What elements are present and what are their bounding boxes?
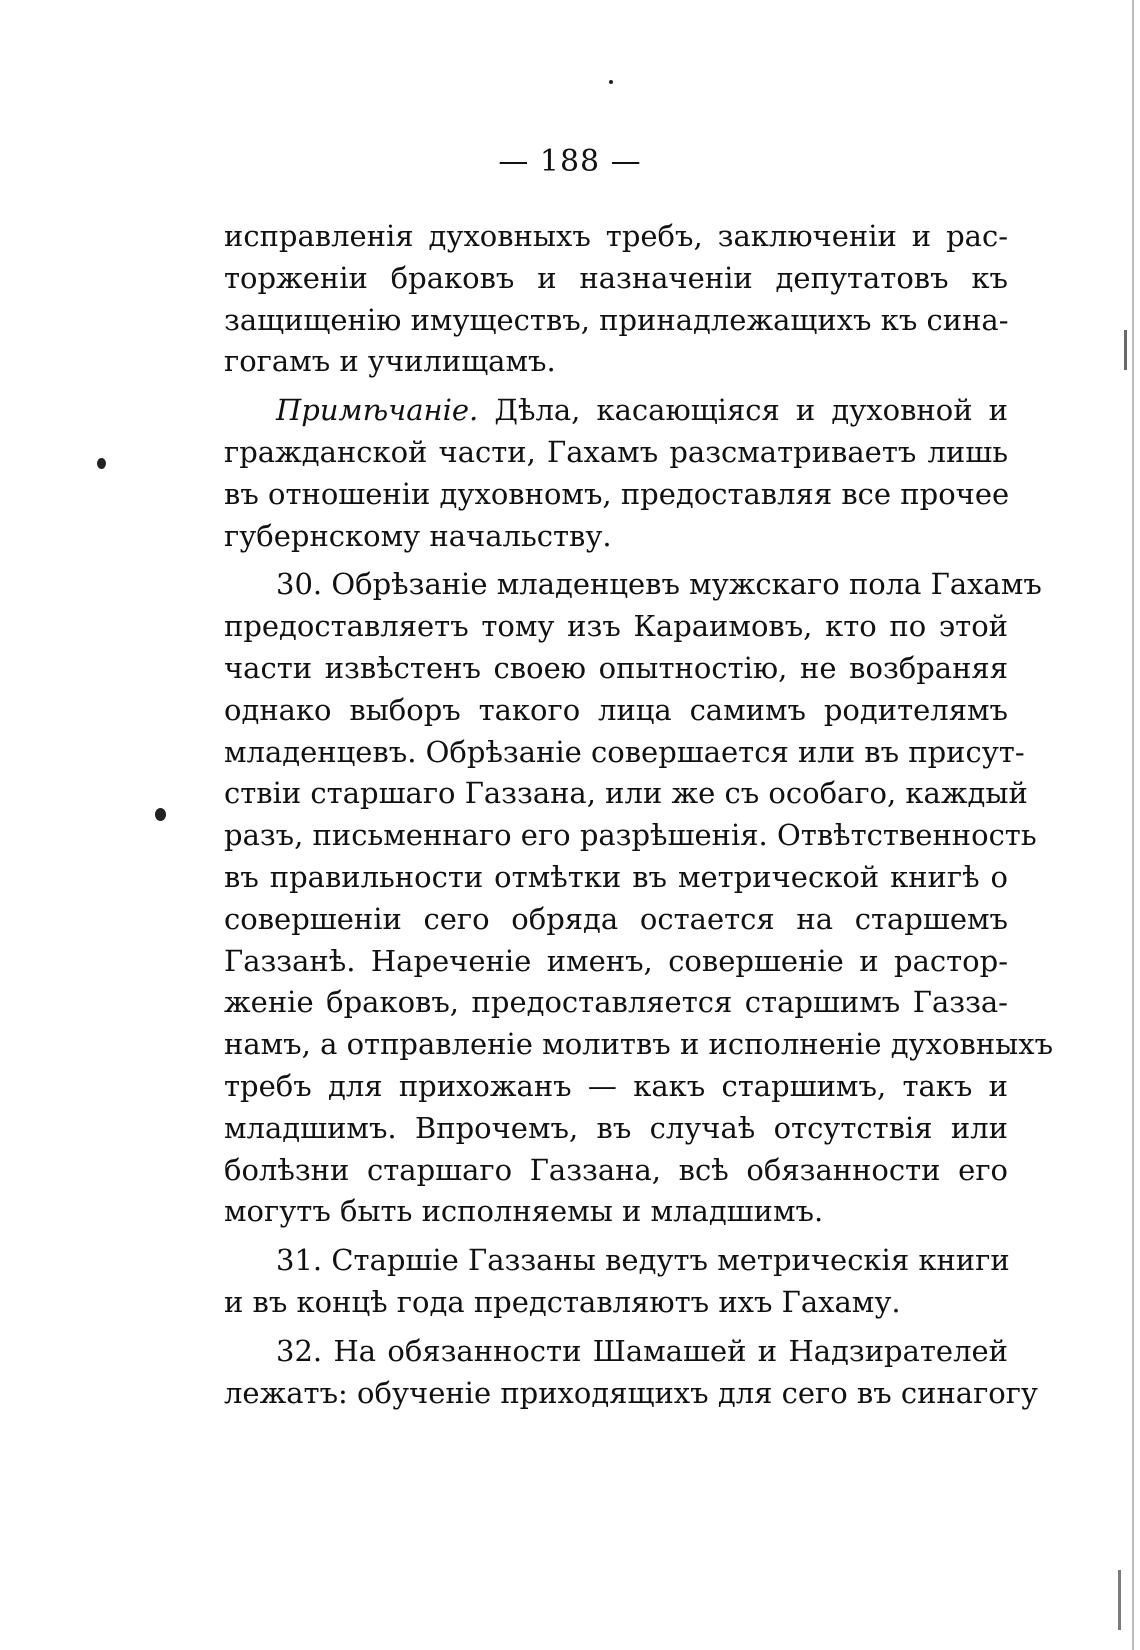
text-line: однако выборъ такого лица самимъ родителямъ [224,692,1008,727]
text-line: 31. Старшіе Газзаны ведутъ метрическія книги [276,1243,1010,1278]
text-line: младенцевъ. Обрѣзаніе совершается или въ присут- [224,734,1025,769]
article-32 [224,1331,1038,1415]
text-line: въ отношеніи духовномъ, предоставляя все прочее [224,476,1010,511]
paragraph-continued [224,216,1008,383]
text-line: могутъ быть исполняемы и младшимъ. [224,1194,824,1229]
text-line: младшимъ. Впрочемъ, въ случаѣ отсутствія или [224,1110,1008,1145]
text-line: и въ концѣ года представляютъ ихъ Гахаму. [224,1284,901,1319]
text-line: гогамъ и училищамъ. [224,344,556,379]
scan-edge-line [1124,330,1127,370]
text-line: торженіи браковъ и назначеніи депутатовъ къ [224,260,1008,295]
text-line: совершеніи сего обряда остается на старшемъ [224,901,1008,936]
page-body [224,216,1054,1414]
text-line [224,390,1008,432]
note-label: Примѣчаніе. [276,393,479,428]
scan-edge-line [1132,0,1134,1650]
scan-speck [97,458,106,469]
note-first-line: Дѣла, касающіяся и духовной и [494,393,1009,428]
text-line: гражданской части, Гахамъ разсматриваетъ лишь [224,434,1008,469]
text-line: разъ, письменнаго его разрѣшенія. Отвѣтственность [224,818,1037,853]
text-line: требъ для прихожанъ — какъ старшимъ, такъ и [224,1068,1008,1103]
text-line: женіе браковъ, предоставляется старшимъ Газза- [224,985,1008,1020]
scan-edge-line [1118,1570,1121,1630]
text-line: лежатъ: обученіе приходящихъ для сего въ синагогу [224,1375,1038,1410]
text-line: губернскому начальству. [224,518,612,553]
text-line: исправленія духовныхъ требъ, заключеніи и рас- [224,219,1008,253]
text-line: ствіи старшаго Газзана, или же съ особаго, каждый [224,776,1028,811]
text-line: части извѣстенъ своею опытностію, не возбраняя [224,650,1008,685]
text-line: болѣзни старшаго Газзана, всѣ обязанности его [224,1152,1008,1187]
text-line: защищенію имуществъ, принадлежащихъ къ сина- [224,302,1009,337]
note-paragraph [224,390,1008,557]
article-31 [224,1240,1008,1324]
article-30 [224,564,1054,1233]
scan-speck [609,80,613,84]
text-line: въ правильности отмѣтки въ метрической книгѣ о [224,859,1008,894]
text-line: 32. На обязанности Шамашей и Надзирателей [276,1333,1008,1368]
text-line: Газзанѣ. Нареченіе именъ, совершеніе и растор- [224,943,1008,978]
text-line: 30. Обрѣзаніе младенцевъ мужскаго пола Гахамъ [276,567,1042,602]
page-number: — 188 — [498,144,642,179]
text-line: предоставляетъ тому изъ Караимовъ, кто по этой [224,609,1008,644]
text-line: намъ, а отправленіе молитвъ и исполненіе духовныхъ [224,1027,1054,1062]
scan-speck [155,808,166,821]
